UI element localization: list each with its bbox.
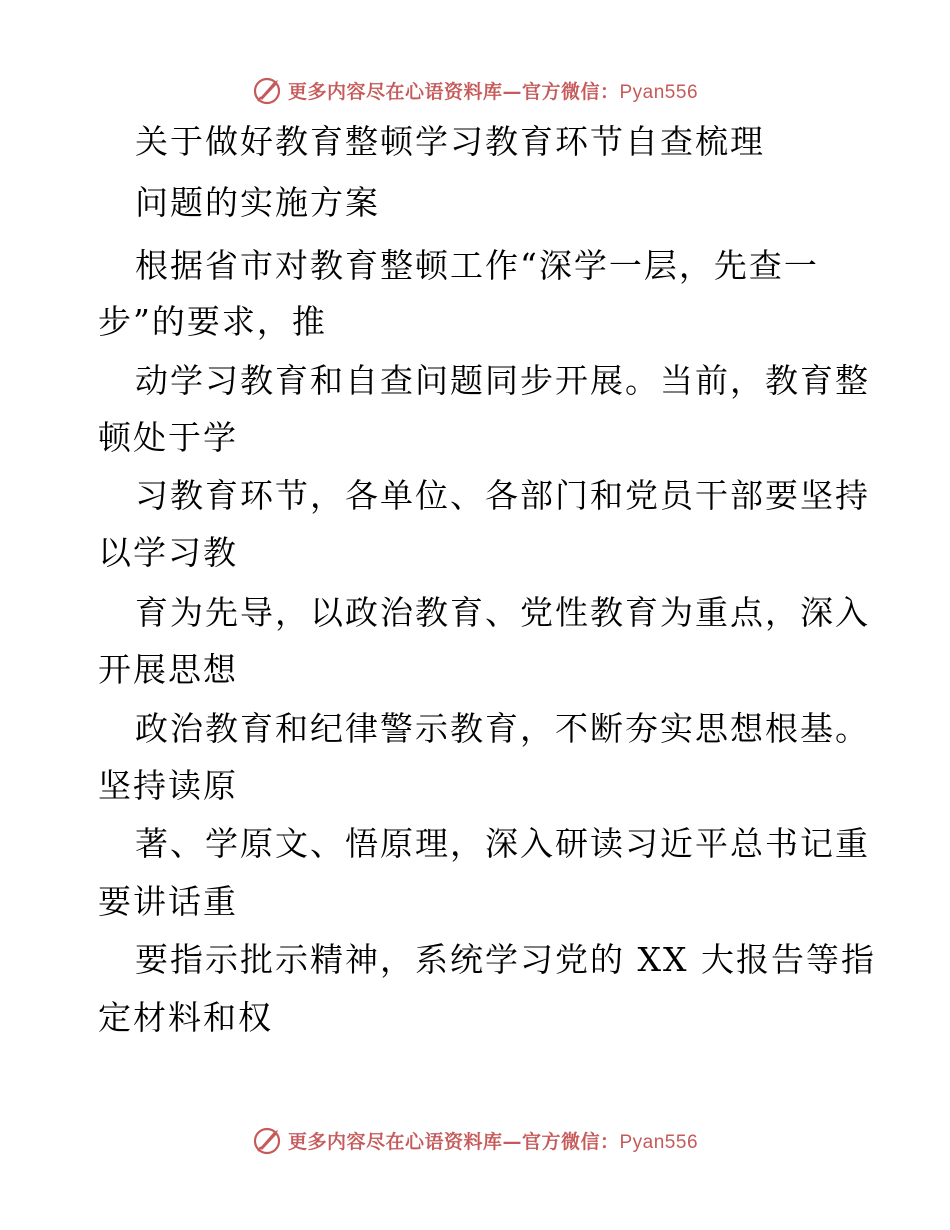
paragraph-line: 要指示批示精神，系统学习党的 XX 大报告等指 xyxy=(135,940,876,979)
banner-text: 更多内容尽在心语资料库—官方微信： xyxy=(287,1130,620,1153)
footer-watermark-banner xyxy=(0,1120,950,1160)
header-watermark-banner xyxy=(0,70,950,110)
paragraph-line: 坚持读原 xyxy=(98,766,238,805)
writing-pen-logo-icon xyxy=(252,1124,284,1156)
banner-wechat-id: Pyan556 xyxy=(619,81,699,103)
banner-wechat-id: Pyan556 xyxy=(619,1131,699,1153)
paragraph-line: 政治教育和纪律警示教育，不断夯实思想根基。 xyxy=(135,709,870,748)
paragraph-line: 定材料和权 xyxy=(98,998,273,1037)
paragraph-line: 以学习教 xyxy=(98,533,238,572)
paragraph-line: 习教育环节，各单位、各部门和党员干部要坚持 xyxy=(135,476,870,515)
paragraph-line: 根据省市对教育整顿工作“深学一层，先查一 xyxy=(135,246,819,285)
paragraph-line: 开展思想 xyxy=(98,650,238,689)
paragraph-line: 动学习教育和自查问题同步开展。当前，教育整 xyxy=(135,361,870,400)
document-title-line-1: 关于做好教育整顿学习教育环节自查梳理 xyxy=(135,122,765,161)
paragraph-line: 步”的要求，推 xyxy=(98,302,327,341)
document-title-line-2: 问题的实施方案 xyxy=(135,183,380,222)
paragraph-line: 著、学原文、悟原理，深入研读习近平总书记重 xyxy=(135,824,870,863)
writing-pen-logo-icon xyxy=(252,74,284,106)
paragraph-line: 要讲话重 xyxy=(98,882,238,921)
banner-text: 更多内容尽在心语资料库—官方微信： xyxy=(287,80,620,103)
paragraph-line: 育为先导，以政治教育、党性教育为重点，深入 xyxy=(135,593,870,632)
paragraph-line: 顿处于学 xyxy=(98,418,238,457)
